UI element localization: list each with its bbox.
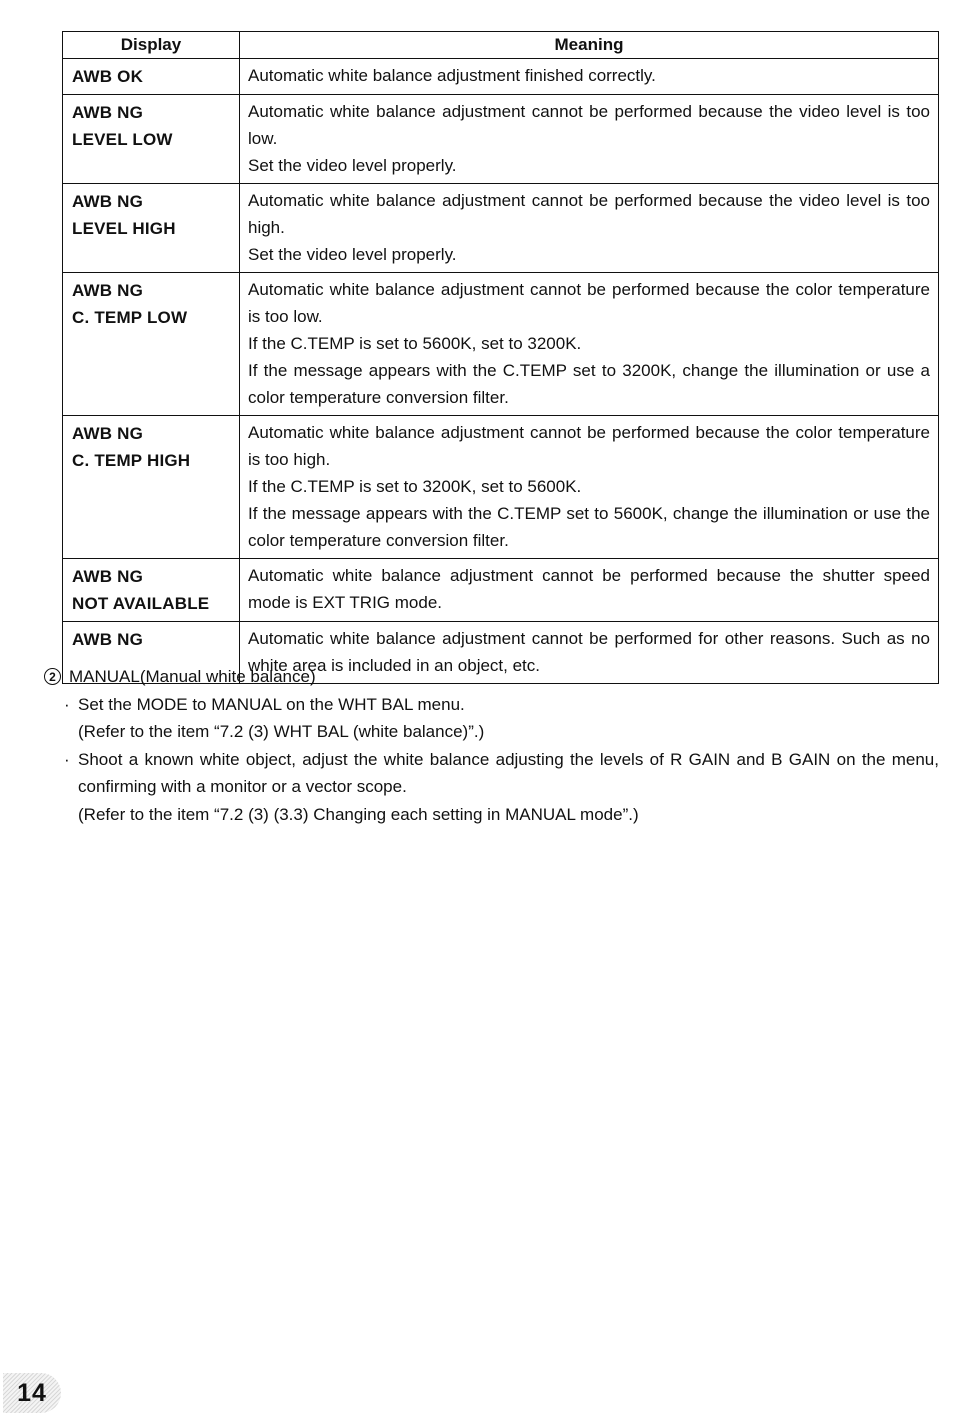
display-code: AWB OK [72, 67, 144, 86]
display-code: AWB NG [72, 424, 144, 443]
bullet-dot-icon: · [64, 694, 70, 714]
meaning-text: If the message appears with the C.TEMP set to 5600K, change the illumination or use the color temperature conversion filter. [248, 504, 930, 550]
display-code: AWB NG [72, 567, 144, 586]
display-cell [63, 95, 240, 184]
meaning-text: Automatic white balance adjustment cannot be performed because the color temperature is too low. [248, 280, 930, 326]
meaning-text: Set the video level properly. [248, 156, 457, 175]
display-column-header: Display [63, 32, 240, 59]
display-cell [63, 184, 240, 273]
reference-note: (Refer to the item “7.2 (3) WHT BAL (white balance)”.) [78, 722, 485, 741]
meaning-text: If the message appears with the C.TEMP set to 3200K, change the illumination or use a color temperature conversion filter. [248, 361, 930, 407]
display-code: LEVEL LOW [72, 130, 173, 149]
table-row [63, 59, 939, 95]
meaning-text: Automatic white balance adjustment cannot be performed because the color temperature is too high. [248, 423, 930, 469]
section-heading [44, 663, 939, 691]
meaning-cell [240, 273, 939, 416]
meaning-cell [240, 59, 939, 95]
meaning-cell [240, 559, 939, 622]
display-code: C. TEMP HIGH [72, 451, 191, 470]
meaning-text: Automatic white balance adjustment cannot be performed for other reasons. Such as no white area is included in an object, etc. [248, 629, 930, 675]
display-code: AWB NG [72, 192, 144, 211]
display-cell [63, 59, 240, 95]
section-title: MANUAL(Manual white balance) [69, 667, 316, 686]
display-code: LEVEL HIGH [72, 219, 176, 238]
bullet-text: Set the MODE to MANUAL on the WHT BAL menu. [78, 694, 465, 714]
meaning-text: Automatic white balance adjustment cannot be performed because the video level is too high. [248, 191, 930, 237]
manual-white-balance-section [44, 663, 939, 828]
table-row [63, 273, 939, 416]
meaning-text: If the C.TEMP is set to 3200K, set to 5600K. [248, 477, 582, 496]
circled-number-icon: 2 [44, 668, 61, 685]
display-code: C. TEMP LOW [72, 308, 188, 327]
display-cell [63, 559, 240, 622]
display-cell [63, 416, 240, 559]
display-code: AWB NG [72, 630, 144, 649]
reference-note: (Refer to the item “7.2 (3) (3.3) Changing each setting in MANUAL mode”.) [78, 804, 639, 824]
display-code: AWB NG [72, 281, 144, 300]
table-header-row [63, 32, 939, 59]
display-cell [63, 273, 240, 416]
bullet-dot-icon: · [64, 749, 70, 769]
meaning-text: Set the video level properly. [248, 245, 457, 264]
meaning-text: Automatic white balance adjustment cannot be performed because the video level is too low. [248, 102, 930, 148]
meaning-cell [240, 416, 939, 559]
awb-message-table [62, 31, 939, 684]
meaning-cell [240, 95, 939, 184]
table-row [63, 184, 939, 273]
table-body [63, 59, 939, 684]
meaning-column-header: Meaning [240, 32, 939, 59]
bullet-text: Shoot a known white object, adjust the white balance adjusting the levels of R GAIN and B GAIN on the menu, confirming with a monitor or a vector scope. [78, 749, 939, 796]
meaning-text: If the C.TEMP is set to 5600K, set to 3200K. [248, 334, 582, 353]
bullet-item [44, 691, 939, 719]
table-row [63, 559, 939, 622]
bullet-item [44, 746, 939, 801]
meaning-text: Automatic white balance adjustment finished correctly. [248, 66, 656, 85]
page-number: 14 [17, 1378, 47, 1407]
table-row [63, 95, 939, 184]
display-code: NOT AVAILABLE [72, 594, 210, 613]
meaning-cell [240, 184, 939, 273]
display-code: AWB NG [72, 103, 144, 122]
meaning-text: Automatic white balance adjustment cannot be performed because the shutter speed mode is EXT TRIG mode. [248, 566, 930, 612]
table-row [63, 416, 939, 559]
page-number-badge [3, 1373, 61, 1413]
